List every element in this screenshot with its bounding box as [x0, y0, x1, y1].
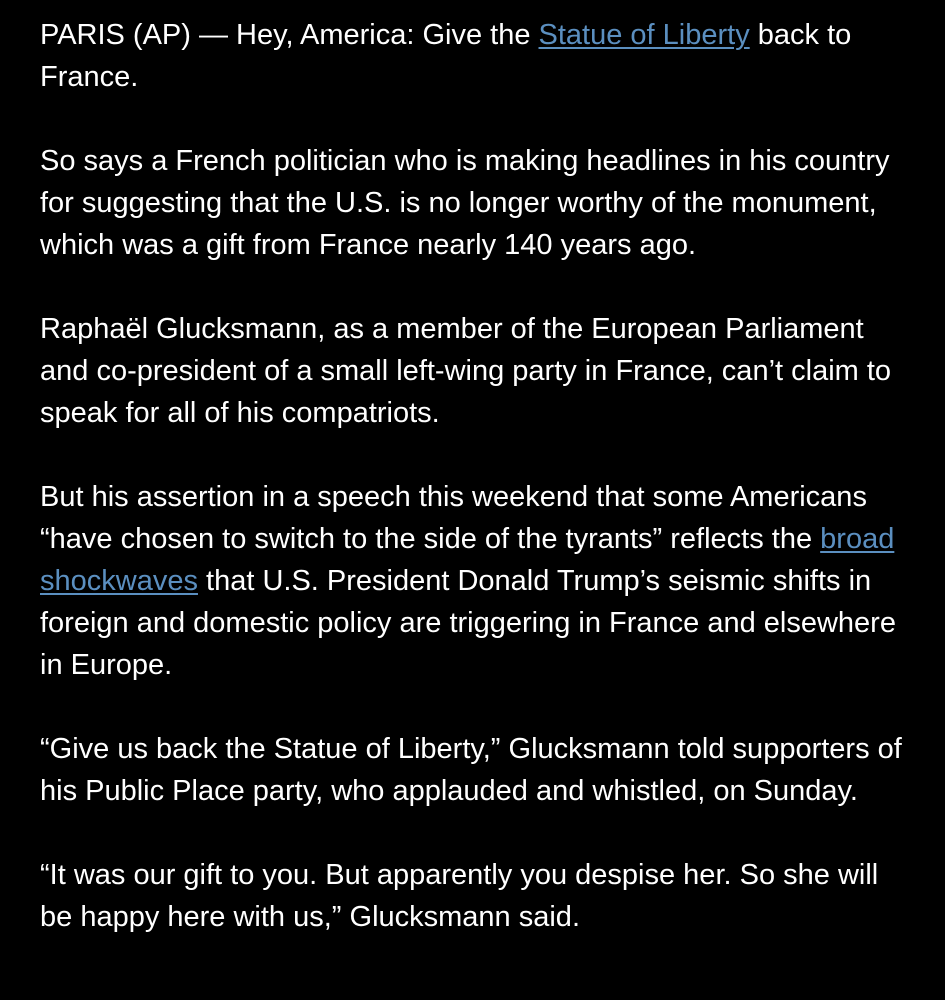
paragraph-text: But his assertion in a speech this weekend that some Americans “have chosen to switch to the side of the tyrants” reflects the	[40, 481, 867, 555]
paragraph-dateline	[40, 14, 915, 98]
paragraph-text: that U.S. President Donald Trump’s seismic shifts in foreign and domestic policy are triggering in France and elsewhere in Europe.	[40, 565, 896, 681]
paragraph: Raphaël Glucksmann, as a member of the European Parliament and co-president of a small left-wing party in France, can’t claim to speak for all of his compatriots.	[40, 313, 892, 429]
paragraph: “It was our gift to you. But apparently you despise her. So she will be happy here with us,” Glucksmann said.	[40, 859, 879, 933]
paragraph-text: PARIS (AP) — Hey, America: Give the	[40, 19, 539, 51]
statue-of-liberty-link[interactable]: Statue of Liberty	[538, 19, 750, 51]
broad-shockwaves-link[interactable]: broad shockwaves	[40, 523, 895, 597]
paragraph	[40, 476, 915, 686]
paragraph: So says a French politician who is making headlines in his country for suggesting that the U.S. is no longer worthy of the monument, which was a gift from France nearly 140 years ago.	[40, 145, 890, 261]
paragraph: “Give us back the Statue of Liberty,” Glucksmann told supporters of his Public Place party, who applauded and whistled, on Sunday.	[40, 733, 902, 807]
paragraph-text: back to France.	[40, 19, 852, 93]
